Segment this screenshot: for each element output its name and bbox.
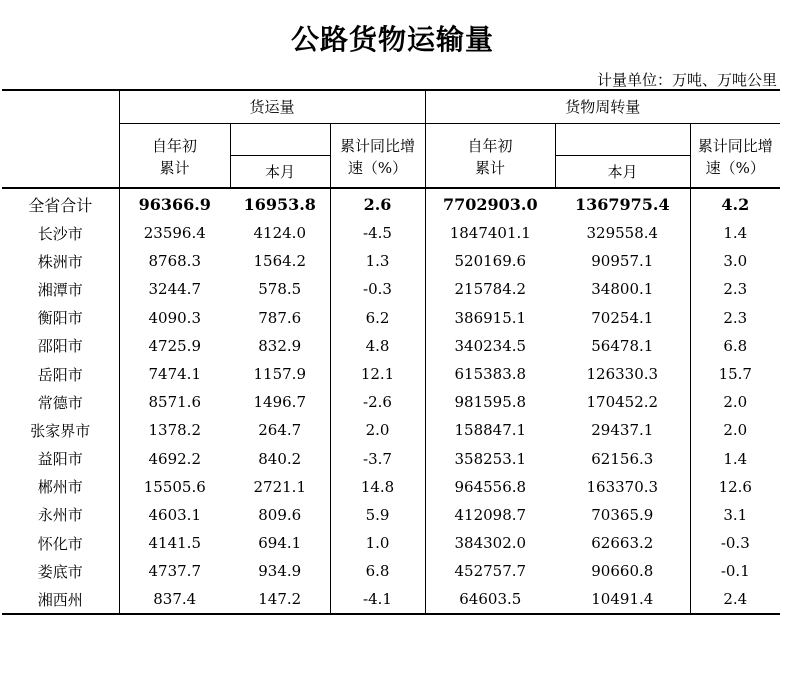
vol-yoy-cell: -0.3: [330, 275, 425, 303]
turn-yoy-cell: 2.4: [690, 585, 780, 613]
turn-yoy-cell: 15.7: [690, 360, 780, 388]
turn-yoy-cell: 2.0: [690, 416, 780, 444]
turn-month-cell: 163370.3: [586, 477, 659, 496]
vol-yoy-cell: -4.1: [330, 585, 425, 613]
turn-yoy-cell: 12.6: [690, 473, 780, 501]
region-cell: 怀化市: [37, 534, 83, 553]
vol-ytd-cell: 96366.9: [119, 188, 230, 219]
turn-ytd-cell: 64603.5: [425, 585, 555, 613]
vol-yoy-cell: 2.6: [330, 188, 425, 219]
vol-ytd-cell: 4141.5: [119, 529, 230, 557]
turn-month-header: 本月: [555, 155, 690, 188]
turn-ytd-cell: 452757.7: [425, 557, 555, 585]
turn-ytd-cell: 1847401.1: [425, 219, 555, 247]
turn-month-cell: 170452.2: [586, 393, 659, 412]
turn-month-cell: 1367975.4: [574, 194, 670, 214]
vol-ytd-cell: 8571.6: [119, 388, 230, 416]
table-row: [2, 529, 780, 557]
region-cell: 株洲市: [37, 252, 83, 271]
turn-ytd-cell: 386915.1: [425, 304, 555, 332]
region-cell: 湘潭市: [37, 280, 83, 299]
turn-yoy-cell: 3.1: [690, 501, 780, 529]
table-row: [2, 332, 780, 360]
region-cell: 邵阳市: [37, 337, 83, 356]
vol-month-cell: 1564.2: [253, 252, 306, 271]
vol-ytd-cell: 837.4: [119, 585, 230, 613]
vol-ytd-cell: 8768.3: [119, 247, 230, 275]
turn-ytd-cell: 340234.5: [425, 332, 555, 360]
vol-yoy-cell: 5.9: [330, 501, 425, 529]
region-cell: 永州市: [37, 506, 83, 525]
turn-ytd-cell: 158847.1: [425, 416, 555, 444]
turn-ytd-cell: 520169.6: [425, 247, 555, 275]
vol-yoy-cell: 12.1: [330, 360, 425, 388]
turn-yoy-cell: 6.8: [690, 332, 780, 360]
turn-yoy-cell: 1.4: [690, 219, 780, 247]
turn-ytd-header: 自年初 累计: [425, 123, 555, 188]
vol-ytd-cell: 4737.7: [119, 557, 230, 585]
table-row-total: [2, 188, 780, 219]
vol-ytd-cell: 4725.9: [119, 332, 230, 360]
vol-yoy-cell: 1.3: [330, 247, 425, 275]
vol-month-cell: 787.6: [258, 308, 302, 327]
vol-month-cell: 840.2: [258, 449, 302, 468]
turn-month-cell: 56478.1: [591, 336, 654, 355]
table-row: [2, 557, 780, 585]
table-row: [2, 388, 780, 416]
vol-month-cell: 1496.7: [253, 393, 306, 412]
turn-month-cell: 90660.8: [591, 562, 654, 581]
turn-ytd-cell: 384302.0: [425, 529, 555, 557]
vol-yoy-cell: -4.5: [330, 219, 425, 247]
vol-month-cell: 16953.8: [243, 194, 316, 214]
region-cell: 郴州市: [37, 478, 83, 497]
freight-volume-header: 货运量: [119, 90, 425, 123]
table-row: [2, 360, 780, 388]
vol-ytd-cell: 7474.1: [119, 360, 230, 388]
turn-yoy-cell: 2.0: [690, 388, 780, 416]
region-cell: 湘西州: [2, 585, 119, 613]
vol-month-cell: 832.9: [258, 336, 302, 355]
vol-ytd-header: 自年初 累计: [119, 123, 230, 188]
vol-ytd-cell: 4090.3: [119, 304, 230, 332]
table-row: [2, 501, 780, 529]
table-row: [2, 219, 780, 247]
turn-month-cell: 10491.4: [555, 585, 690, 613]
vol-month-cell: 1157.9: [253, 365, 306, 384]
turn-yoy-cell: 4.2: [690, 188, 780, 219]
region-cell: 衡阳市: [37, 309, 83, 328]
turn-yoy-header: 累计同比增 速（%）: [690, 123, 780, 188]
vol-month-cell: 934.9: [258, 562, 302, 581]
page-title: 公路货物运输量: [290, 23, 494, 56]
turn-ytd-cell: 358253.1: [425, 445, 555, 473]
region-cell: 长沙市: [37, 224, 83, 243]
table-row: [2, 247, 780, 275]
table-body: [2, 188, 780, 614]
table-row: [2, 416, 780, 444]
turn-month-cell: 70365.9: [591, 505, 654, 524]
region-cell: 张家界市: [30, 421, 91, 440]
table-row: [2, 473, 780, 501]
region-header-cell: [2, 90, 119, 188]
vol-yoy-cell: 6.2: [330, 304, 425, 332]
table-row: [2, 304, 780, 332]
vol-ytd-cell: 23596.4: [119, 219, 230, 247]
vol-month-cell: 4124.0: [253, 224, 306, 243]
vol-ytd-cell: 4692.2: [119, 445, 230, 473]
vol-month-header-spacer: [230, 123, 330, 155]
freight-table: [2, 89, 780, 615]
vol-ytd-cell: 4603.1: [119, 501, 230, 529]
vol-ytd-cell: 1378.2: [119, 416, 230, 444]
region-cell: 常德市: [37, 393, 83, 412]
turn-month-cell: 29437.1: [591, 421, 654, 440]
vol-yoy-cell: -3.7: [330, 445, 425, 473]
turn-yoy-cell: -0.3: [690, 529, 780, 557]
table-row: [2, 445, 780, 473]
region-cell: 益阳市: [37, 450, 83, 469]
turn-month-cell: 34800.1: [591, 280, 654, 299]
turn-ytd-cell: 615383.8: [425, 360, 555, 388]
turn-ytd-cell: 7702903.0: [425, 188, 555, 219]
unit-note: 计量单位：万吨、万吨公里: [596, 71, 777, 89]
vol-yoy-header: 累计同比增 速（%）: [330, 123, 425, 188]
turn-yoy-cell: 2.3: [690, 275, 780, 303]
turn-month-cell: 70254.1: [591, 308, 654, 327]
vol-ytd-cell: 15505.6: [119, 473, 230, 501]
turn-ytd-cell: 981595.8: [425, 388, 555, 416]
turn-yoy-cell: 2.3: [690, 304, 780, 332]
turn-ytd-cell: 412098.7: [425, 501, 555, 529]
turn-yoy-cell: 1.4: [690, 445, 780, 473]
vol-yoy-cell: 1.0: [330, 529, 425, 557]
vol-month-cell: 694.1: [258, 534, 302, 553]
table-header: [2, 90, 780, 188]
freight-turnover-header: 货物周转量: [425, 90, 780, 123]
vol-month-cell: 147.2: [230, 585, 330, 613]
turn-month-cell: 90957.1: [591, 252, 654, 271]
region-cell: 娄底市: [37, 562, 83, 581]
vol-month-cell: 809.6: [258, 505, 302, 524]
vol-yoy-cell: 4.8: [330, 332, 425, 360]
turn-month-cell: 126330.3: [586, 365, 659, 384]
turn-month-cell: 62156.3: [591, 449, 654, 468]
vol-yoy-cell: 6.8: [330, 557, 425, 585]
turn-month-cell: 329558.4: [586, 224, 659, 243]
vol-yoy-cell: 14.8: [330, 473, 425, 501]
region-cell: 岳阳市: [37, 365, 83, 384]
turn-ytd-cell: 964556.8: [425, 473, 555, 501]
vol-ytd-cell: 3244.7: [119, 275, 230, 303]
table-row: [2, 585, 780, 613]
table-row: [2, 275, 780, 303]
turn-month-header-spacer: [555, 123, 690, 155]
region-cell: 全省合计: [28, 195, 93, 215]
vol-yoy-cell: 2.0: [330, 416, 425, 444]
vol-yoy-cell: -2.6: [330, 388, 425, 416]
turn-yoy-cell: -0.1: [690, 557, 780, 585]
vol-month-header: 本月: [230, 155, 330, 188]
turn-yoy-cell: 3.0: [690, 247, 780, 275]
turn-month-cell: 62663.2: [591, 534, 654, 553]
turn-ytd-cell: 215784.2: [425, 275, 555, 303]
vol-month-cell: 264.7: [258, 421, 302, 440]
vol-month-cell: 578.5: [258, 280, 302, 299]
vol-month-cell: 2721.1: [253, 477, 306, 496]
